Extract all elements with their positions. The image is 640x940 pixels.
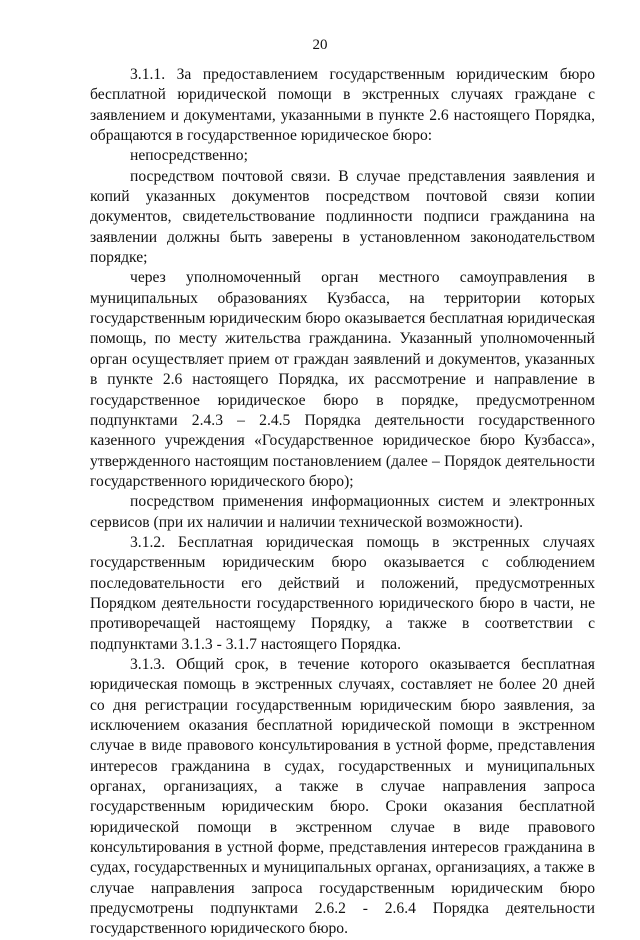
paragraph-3-1-3: 3.1.3. Общий срок, в течение которого оказывается бесплатная юридическая помощь в экстренных случаях, составляет не более 20 дней со дня регистрации государственным юридическим бюро заявления, за исключением оказания бесплатной юридической помощи в экстренном случае в виде правового консультирования в устной форме, представления интересов гражданина в судах, государственных и муниципальных органах, организациях, а также в случае направления запроса государственным юридическим бюро. Сроки оказания бесплатной юридической помощи в экстренном случае в виде правового консультирования в устной форме, представления интересов гражданина в судах, государственных и муниципальных органах, организациях, а также в случае направления запроса государственным юридическим бюро предусмотрены подпунктами 2.6.2 - 2.6.4 Порядка деятельности государственного юридического бюро.	[90, 655, 595, 938]
document-body	[90, 65, 595, 940]
list-item-local-authority: через уполномоченный орган местного самоуправления в муниципальных образованиях Кузбасса, на территории которых государственным юридическим бюро оказывается бесплатная юридическая помощь, по месту жительства гражданина. Указанный уполномоченный орган осуществляет прием от граждан заявлений и документов, указанных в пункте 2.6 настоящего Порядка, их рассмотрение и направление в государственное юридическое бюро в порядке, предусмотренном подпунктами 2.4.3 – 2.4.5 Порядка деятельности государственного казенного учреждения «Государственное юридическое бюро Кузбасса», утвержденного настоящим постановлением (далее – Порядок деятельности государственного юридического бюро);	[90, 269, 595, 490]
paragraph-3-1-1: 3.1.1. За предоставлением государственным юридическим бюро бесплатной юридической помощи в экстренных случаях граждане с заявлением и документами, указанными в пункте 2.6 настоящего Порядка, обращаются в государственное юридическое бюро:	[90, 66, 595, 145]
list-item-electronic: посредством применения информационных систем и электронных сервисов (при их наличии и наличии технической возможности).	[90, 493, 595, 531]
list-item-directly: непосредственно;	[130, 147, 248, 165]
list-item-postal: посредством почтовой связи. В случае представления заявления и копий указанных документов посредством почтовой связи копии документов, свидетельствование подлинности подписи гражданина на заявлении должны быть заверены в установленном законодательством порядке;	[90, 167, 595, 267]
paragraph-3-1-2: 3.1.2. Бесплатная юридическая помощь в экстренных случаях государственным юридическим бюро оказывается с соблюдением последовательности его действий и положений, предусмотренных Порядком деятельности государственного юридического бюро в части, не противоречащей настоящему Порядку, а также в соответствии с подпунктами 3.1.3 - 3.1.7 настоящего Порядка.	[90, 533, 595, 653]
page-number: 20	[312, 37, 328, 53]
